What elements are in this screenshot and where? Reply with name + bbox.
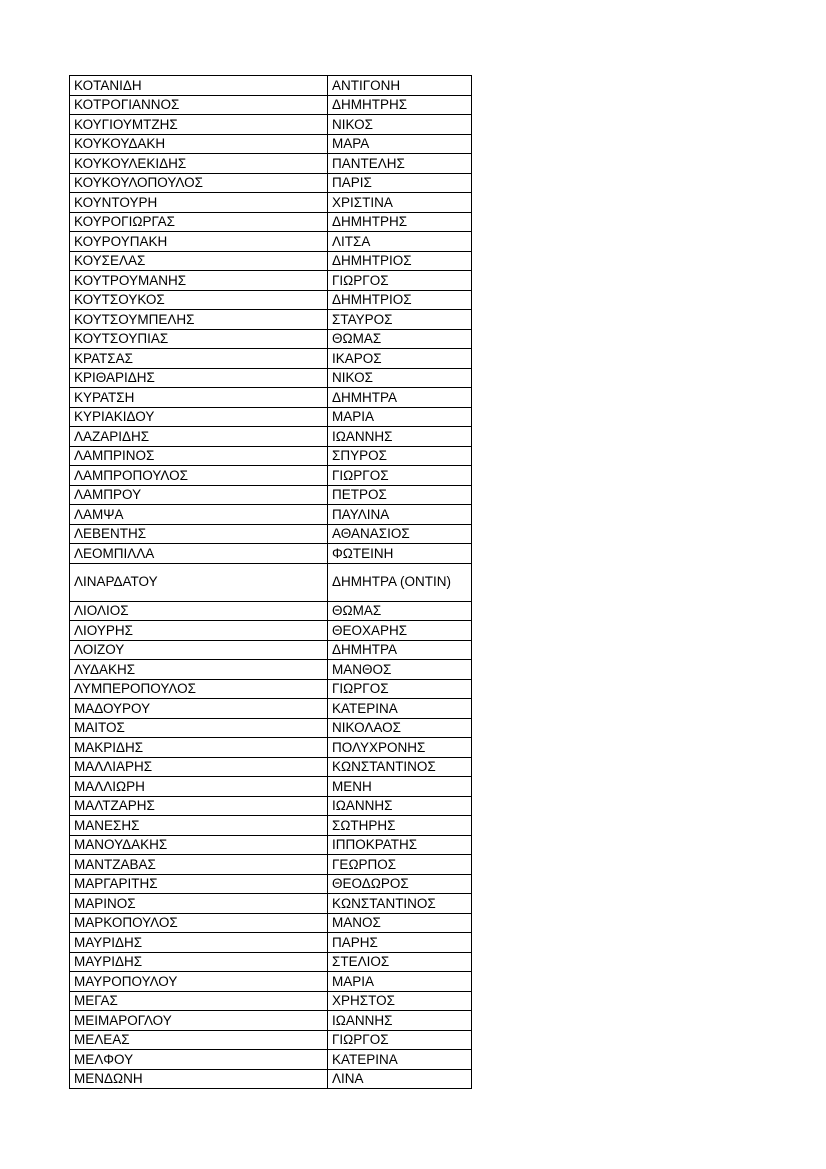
- surname-cell: ΜΑΡΚΟΠΟΥΛΟΣ: [70, 913, 328, 933]
- table-row: [70, 290, 472, 310]
- surname-cell: ΜΑΙΤΟΣ: [70, 718, 328, 738]
- surname-cell: ΜΑΛΤΖΑΡΗΣ: [70, 796, 328, 816]
- first-name-cell: ΣΩΤΗΡΗΣ: [328, 816, 472, 836]
- first-name-cell: ΓΙΩΡΓΟΣ: [328, 1030, 472, 1050]
- table-row: [70, 212, 472, 232]
- first-name-cell: ΔΗΜΗΤΡΙΟΣ: [328, 290, 472, 310]
- surname-cell: ΚΟΥΤΣΟΥΚΟΣ: [70, 290, 328, 310]
- table-row: [70, 952, 472, 972]
- surname-cell: ΛΕΒΕΝΤΗΣ: [70, 524, 328, 544]
- surname-cell: ΚΥΡΙΑΚΙΔΟΥ: [70, 407, 328, 427]
- surname-cell: ΛΑΜΠΡΟΠΟΥΛΟΣ: [70, 466, 328, 486]
- first-name-cell: ΧΡΙΣΤΙΝΑ: [328, 193, 472, 213]
- first-name-cell: ΠΕΤΡΟΣ: [328, 485, 472, 505]
- table-row: [70, 660, 472, 680]
- surname-cell: ΚΟΥΚΟΥΔΑΚΗ: [70, 134, 328, 154]
- first-name-cell: ΓΙΩΡΓΟΣ: [328, 679, 472, 699]
- table-row: [70, 95, 472, 115]
- table-row: [70, 718, 472, 738]
- surname-cell: ΚΟΥΚΟΥΛΟΠΟΥΛΟΣ: [70, 173, 328, 193]
- table-row: [70, 679, 472, 699]
- table-row: [70, 738, 472, 758]
- first-name-cell: ΓΕΩΡΠΟΣ: [328, 855, 472, 875]
- surname-cell: ΜΑΥΡΙΔΗΣ: [70, 952, 328, 972]
- first-name-cell: ΘΕΟΔΩΡΟΣ: [328, 874, 472, 894]
- table-row: [70, 251, 472, 271]
- first-name-cell: ΙΩΑΝΝΗΣ: [328, 796, 472, 816]
- first-name-cell: ΜΑΡΑ: [328, 134, 472, 154]
- surname-cell: ΚΟΤΡΟΓΙΑΝΝΟΣ: [70, 95, 328, 115]
- first-name-cell: ΓΙΩΡΓΟΣ: [328, 466, 472, 486]
- surname-cell: ΜΕΛΕΑΣ: [70, 1030, 328, 1050]
- first-name-cell: ΣΤΕΛΙΟΣ: [328, 952, 472, 972]
- surname-cell: ΜΑΥΡΙΔΗΣ: [70, 933, 328, 953]
- first-name-cell: ΣΤΑΥΡΟΣ: [328, 310, 472, 330]
- table-row: [70, 446, 472, 466]
- first-name-cell: ΦΩΤΕΙΝΗ: [328, 544, 472, 564]
- surname-cell: ΛΟΙΖΟΥ: [70, 640, 328, 660]
- surname-cell: ΜΑΡΙΝΟΣ: [70, 894, 328, 914]
- surname-cell: ΛΙΝΑΡΔΑΤΟΥ: [70, 563, 328, 601]
- surname-cell: ΚΟΥΤΣΟΥΜΠΕΛΗΣ: [70, 310, 328, 330]
- table-row: [70, 621, 472, 641]
- surname-cell: ΜΑΝΕΣΗΣ: [70, 816, 328, 836]
- table-row: [70, 349, 472, 369]
- first-name-cell: ΠΑΡΙΣ: [328, 173, 472, 193]
- first-name-cell: ΘΕΟΧΑΡΗΣ: [328, 621, 472, 641]
- table-row: [70, 485, 472, 505]
- first-name-cell: ΠΑΥΛΙΝΑ: [328, 505, 472, 525]
- table-row: [70, 1050, 472, 1070]
- first-name-cell: ΙΩΑΝΝΗΣ: [328, 1011, 472, 1031]
- first-name-cell: ΜΑΝΟΣ: [328, 913, 472, 933]
- table-row: [70, 913, 472, 933]
- surname-cell: ΛΑΜΨΑ: [70, 505, 328, 525]
- table-row: [70, 76, 472, 96]
- table-row: [70, 1011, 472, 1031]
- table-row: [70, 310, 472, 330]
- table-row: [70, 271, 472, 291]
- surname-cell: ΜΑΝΤΖΑΒΑΣ: [70, 855, 328, 875]
- surname-cell: ΛΥΔΑΚΗΣ: [70, 660, 328, 680]
- table-row: [70, 777, 472, 797]
- first-name-cell: ΘΩΜΑΣ: [328, 601, 472, 621]
- table-row: [70, 855, 472, 875]
- surname-cell: ΛΕΟΜΠΙΛΛΑ: [70, 544, 328, 564]
- surname-cell: ΜΑΡΓΑΡΙΤΗΣ: [70, 874, 328, 894]
- table-row: [70, 115, 472, 135]
- first-name-cell: ΔΗΜΗΤΡΙΟΣ: [328, 251, 472, 271]
- first-name-cell: ΙΩΑΝΝΗΣ: [328, 427, 472, 447]
- table-row: [70, 991, 472, 1011]
- table-row: [70, 796, 472, 816]
- first-name-cell: ΘΩΜΑΣ: [328, 329, 472, 349]
- table-row: [70, 368, 472, 388]
- table-row: [70, 329, 472, 349]
- surname-cell: ΛΙΟΥΡΗΣ: [70, 621, 328, 641]
- first-name-cell: ΔΗΜΗΤΡΗΣ: [328, 212, 472, 232]
- surname-cell: ΜΑΛΛΙΑΡΗΣ: [70, 757, 328, 777]
- first-name-cell: ΚΑΤΕΡΙΝΑ: [328, 699, 472, 719]
- surname-cell: ΚΟΥΓΙΟΥΜΤΖΗΣ: [70, 115, 328, 135]
- surname-cell: ΚΥΡΑΤΣΗ: [70, 388, 328, 408]
- table-row: [70, 427, 472, 447]
- table-row: [70, 134, 472, 154]
- surname-cell: ΛΑΜΠΡΟΥ: [70, 485, 328, 505]
- table-row: [70, 874, 472, 894]
- first-name-cell: ΔΗΜΗΤΡΗΣ: [328, 95, 472, 115]
- surname-cell: ΚΟΥΣΕΛΑΣ: [70, 251, 328, 271]
- first-name-cell: ΙΠΠΟΚΡΑΤΗΣ: [328, 835, 472, 855]
- table-row: [70, 835, 472, 855]
- first-name-cell: ΑΘΑΝΑΣΙΟΣ: [328, 524, 472, 544]
- first-name-cell: ΠΟΛΥΧΡΟΝΗΣ: [328, 738, 472, 758]
- surname-cell: ΜΕΛΦΟΥ: [70, 1050, 328, 1070]
- table-row: [70, 544, 472, 564]
- table-row: [70, 894, 472, 914]
- surname-cell: ΜΑΝΟΥΔΑΚΗΣ: [70, 835, 328, 855]
- surname-cell: ΛΑΜΠΡΙΝΟΣ: [70, 446, 328, 466]
- first-name-cell: ΝΙΚΟΣ: [328, 115, 472, 135]
- table-row: [70, 1069, 472, 1089]
- first-name-cell: ΠΑΡΗΣ: [328, 933, 472, 953]
- table-row: [70, 154, 472, 174]
- surname-cell: ΚΟΥΤΣΟΥΠΙΑΣ: [70, 329, 328, 349]
- table-row: [70, 505, 472, 525]
- first-name-cell: ΠΑΝΤΕΛΗΣ: [328, 154, 472, 174]
- table-row: [70, 407, 472, 427]
- first-name-cell: ΓΙΩΡΓΟΣ: [328, 271, 472, 291]
- first-name-cell: ΙΚΑΡΟΣ: [328, 349, 472, 369]
- table-row: [70, 972, 472, 992]
- first-name-cell: ΚΑΤΕΡΙΝΑ: [328, 1050, 472, 1070]
- first-name-cell: ΣΠΥΡΟΣ: [328, 446, 472, 466]
- first-name-cell: ΛΙΝΑ: [328, 1069, 472, 1089]
- names-table-body: [70, 76, 472, 1089]
- surname-cell: ΜΑΔΟΥΡΟΥ: [70, 699, 328, 719]
- first-name-cell: ΜΕΝΗ: [328, 777, 472, 797]
- surname-cell: ΜΑΚΡΙΔΗΣ: [70, 738, 328, 758]
- table-row: [70, 563, 472, 601]
- first-name-cell: ΑΝΤΙΓΟΝΗ: [328, 76, 472, 96]
- surname-cell: ΜΕΙΜΑΡΟΓΛΟΥ: [70, 1011, 328, 1031]
- table-row: [70, 757, 472, 777]
- first-name-cell: ΔΗΜΗΤΡΑ: [328, 388, 472, 408]
- first-name-cell: ΔΗΜΗΤΡΑ: [328, 640, 472, 660]
- surname-cell: ΛΥΜΠΕΡΟΠΟΥΛΟΣ: [70, 679, 328, 699]
- first-name-cell: ΝΙΚΟΛΑΟΣ: [328, 718, 472, 738]
- surname-cell: ΚΟΥΤΡΟΥΜΑΝΗΣ: [70, 271, 328, 291]
- table-row: [70, 232, 472, 252]
- surname-cell: ΚΟΥΝΤΟΥΡΗ: [70, 193, 328, 213]
- table-row: [70, 1030, 472, 1050]
- first-name-cell: ΛΙΤΣΑ: [328, 232, 472, 252]
- surname-cell: ΚΟΥΚΟΥΛΕΚΙΔΗΣ: [70, 154, 328, 174]
- table-row: [70, 699, 472, 719]
- surname-cell: ΚΟΥΡΟΓΙΩΡΓΑΣ: [70, 212, 328, 232]
- first-name-cell: ΔΗΜΗΤΡΑ (ΟΝΤΙΝ): [328, 563, 472, 601]
- first-name-cell: ΜΑΡΙΑ: [328, 407, 472, 427]
- surname-cell: ΚΟΤΑΝΙΔΗ: [70, 76, 328, 96]
- surname-cell: ΛΑΖΑΡΙΔΗΣ: [70, 427, 328, 447]
- first-name-cell: ΚΩΝΣΤΑΝΤΙΝΟΣ: [328, 894, 472, 914]
- surname-cell: ΜΕΓΑΣ: [70, 991, 328, 1011]
- names-table: [69, 75, 472, 1089]
- surname-cell: ΜΕΝΔΩΝΗ: [70, 1069, 328, 1089]
- table-row: [70, 466, 472, 486]
- surname-cell: ΚΡΙΘΑΡΙΔΗΣ: [70, 368, 328, 388]
- table-row: [70, 524, 472, 544]
- surname-cell: ΚΡΑΤΣΑΣ: [70, 349, 328, 369]
- first-name-cell: ΧΡΗΣΤΟΣ: [328, 991, 472, 1011]
- surname-cell: ΜΑΛΛΙΩΡΗ: [70, 777, 328, 797]
- table-row: [70, 601, 472, 621]
- first-name-cell: ΝΙΚΟΣ: [328, 368, 472, 388]
- surname-cell: ΚΟΥΡΟΥΠΑΚΗ: [70, 232, 328, 252]
- table-row: [70, 173, 472, 193]
- surname-cell: ΛΙΟΛΙΟΣ: [70, 601, 328, 621]
- surname-cell: ΜΑΥΡΟΠΟΥΛΟΥ: [70, 972, 328, 992]
- table-row: [70, 388, 472, 408]
- table-row: [70, 816, 472, 836]
- first-name-cell: ΜΑΝΘΟΣ: [328, 660, 472, 680]
- first-name-cell: ΜΑΡΙΑ: [328, 972, 472, 992]
- table-row: [70, 933, 472, 953]
- table-row: [70, 640, 472, 660]
- table-row: [70, 193, 472, 213]
- first-name-cell: ΚΩΝΣΤΑΝΤΙΝΟΣ: [328, 757, 472, 777]
